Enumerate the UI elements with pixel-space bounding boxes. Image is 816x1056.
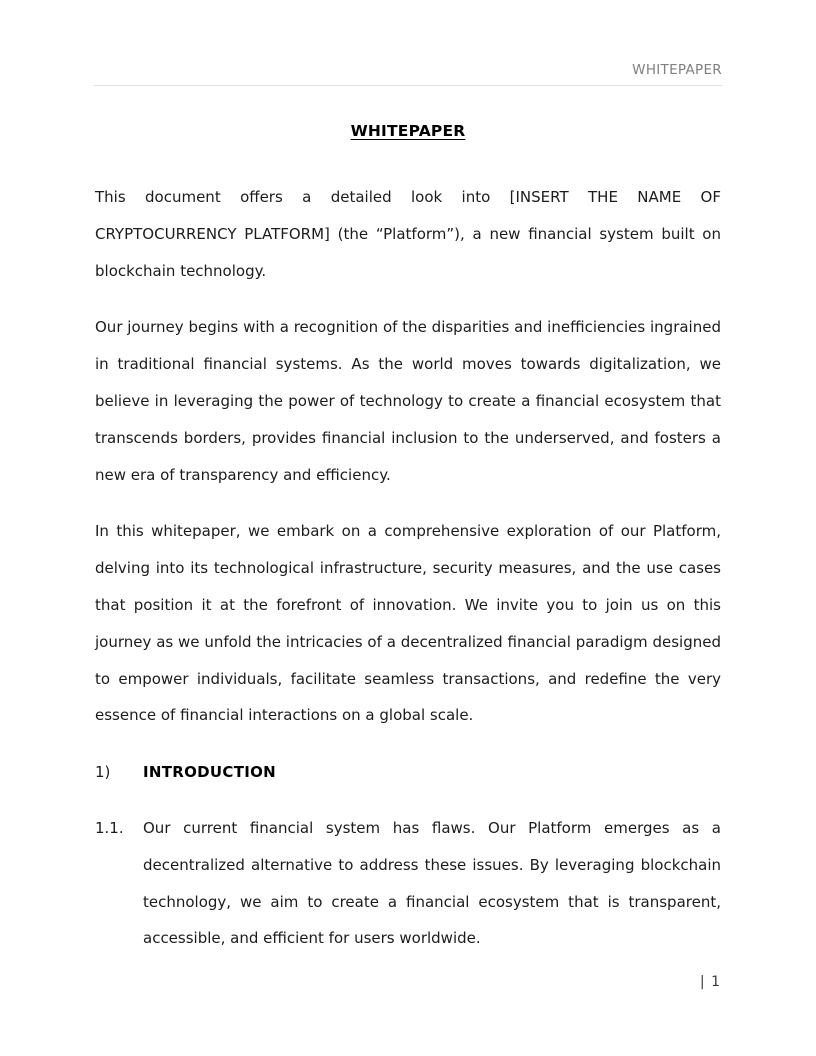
page-number-label: | 1 bbox=[699, 974, 721, 990]
page-title-text: WHITEPAPER bbox=[350, 122, 466, 140]
section-marker: 1) bbox=[95, 763, 111, 782]
section-heading-introduction bbox=[95, 754, 721, 791]
intro-paragraph-1: This document offers a detailed look into [INSERT THE NAME OF CRYPTOCURRENCY PLATFORM] (the “Platform”), a new financial system built on blockchain technology. bbox=[95, 188, 721, 280]
list-item-text: Our current financial system has flaws. Our Platform emerges as a decentralized alternative to address these issues. By leveraging blockchain technology, we aim to create a financial ecosystem that is transparent, accessible, and efficient for users worldwide. bbox=[143, 818, 721, 948]
section-heading-label: INTRODUCTION bbox=[143, 763, 277, 782]
page-title bbox=[95, 120, 721, 142]
header-divider bbox=[93, 85, 723, 86]
intro-paragraph-2: Our journey begins with a recognition of the disparities and inefficiencies ingrained in traditional financial systems. As the world moves towards digitalization, we believe in leveraging the power of technology to create a financial ecosystem that transcends borders, provides financial inclusion to the underserved, and fosters a new era of transparency and efficiency. bbox=[95, 318, 721, 484]
running-head-label: WHITEPAPER bbox=[632, 62, 722, 78]
list-item-marker: 1.1. bbox=[95, 818, 124, 837]
list-item bbox=[95, 810, 721, 957]
page-footer bbox=[95, 971, 721, 993]
document-body bbox=[95, 120, 721, 957]
page-header bbox=[93, 60, 723, 86]
intro-paragraph-3: In this whitepaper, we embark on a comprehensive exploration of our Platform, delving into its technological infrastructure, security measures, and the use cases that position it at the forefront of innovation. We invite you to join us on this journey as we unfold the intricacies of a decentralized financial paradigm designed to empower individuals, facilitate seamless transactions, and redefine the very essence of financial interactions on a global scale. bbox=[95, 522, 721, 725]
